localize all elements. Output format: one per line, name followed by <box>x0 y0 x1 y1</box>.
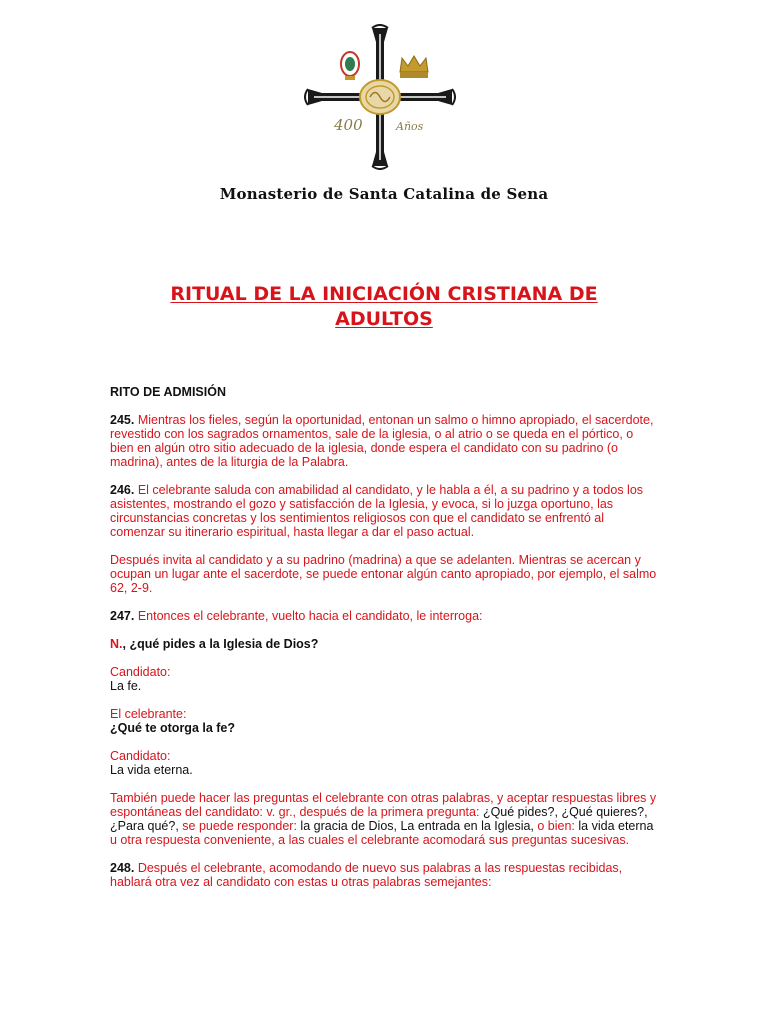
response-text: La vida eterna. <box>110 763 193 777</box>
paragraph-text: Mientras los fieles, según la oportunidad, entonan un salmo o himno apropiado, el sacerdote, revestido con los sagrados ornamentos, sale de la iglesia, o al atrio o se queda en el pórtico, o bien en algún otro sitio adecuado de la iglesia, donde espera el candidato con su padrino (o madrina), antes de la liturgia de la Palabra. <box>110 413 654 469</box>
paragraph-number: 247. <box>110 609 135 623</box>
speaker-label: Candidato: <box>110 665 171 679</box>
paragraph-number: 246. <box>110 483 135 497</box>
dialogue-candidate-2 <box>110 749 660 777</box>
paragraph-245 <box>110 413 660 469</box>
paragraph-number: 248. <box>110 861 135 875</box>
example-text: la gracia de Dios, La entrada en la Iglesia, <box>300 819 534 833</box>
title-line-1: RITUAL DE LA INICIACIÓN CRISTIANA DE <box>170 283 598 305</box>
document-title <box>110 282 658 332</box>
question-text: , ¿qué pides a la Iglesia de Dios? <box>122 637 319 651</box>
rubric-text: se puede responder: <box>178 819 301 833</box>
paragraph-also <box>110 791 660 847</box>
monastery-name: Monasterio de Santa Catalina de Sena <box>219 185 549 203</box>
question-text: ¿Qué te otorga la fe? <box>110 721 236 735</box>
paragraph-248 <box>110 861 660 889</box>
rubric-text: También puede hacer las preguntas el celebrante con otras palabras, y aceptar respuestas libres y espontáneas del candidato: v. gr., después de la primera pregunta: <box>110 791 657 819</box>
paragraph-246 <box>110 483 660 539</box>
paragraph-number: 245. <box>110 413 135 427</box>
speaker-label: Candidato: <box>110 749 171 763</box>
section-heading: RITO DE ADMISIÓN <box>110 385 226 399</box>
dialogue-candidate-1 <box>110 665 660 693</box>
dialogue-celebrant <box>110 707 660 735</box>
question-1 <box>110 637 660 651</box>
paragraph-invite: Después invita al candidato y a su padrino (madrina) a que se adelanten. Mientras se acercan y ocupan un lugar ante el sacerdote, se puede entonar algún canto apropiado, por ejemplo, el salmo 62, 2-9. <box>110 553 657 595</box>
speaker-label: El celebrante: <box>110 707 187 721</box>
rubric-text: o bien: <box>533 819 579 833</box>
svg-text:Años: Años <box>396 120 424 133</box>
paragraph-text: Entonces el celebrante, vuelto hacia el candidato, le interroga: <box>137 609 483 623</box>
name-placeholder: N. <box>110 637 123 651</box>
cross-crest-icon <box>304 24 456 170</box>
paragraph-247 <box>110 609 660 623</box>
paragraph-text: Después el celebrante, acomodando de nuevo sus palabras a las respuestas recibidas, hablará otra vez al candidato con estas u otras palabras semejantes: <box>110 861 623 889</box>
paragraph-text: El celebrante saluda con amabilidad al candidato, y le habla a él, a su padrino y a todos los asistentes, mostrando el gozo y satisfacción de la Iglesia, y evoca, si lo juzga oportuno, las circunstancias concretas y los sentimientos religiosos con que el candidato se enfrentó al comenzar su itinerario espiritual, hasta llegar a dar el paso actual. <box>110 483 644 539</box>
example-text: la vida eterna <box>578 819 654 833</box>
title-line-2: ADULTOS <box>335 308 433 330</box>
response-text: La fe. <box>110 679 142 693</box>
rubric-text: u otra respuesta conveniente, a las cuales el celebrante acomodará sus preguntas sucesivas. <box>110 833 630 847</box>
document-body <box>110 385 660 903</box>
example-text: ¿Qué pides?, ¿Qué quieres?, ¿Para qué?, <box>110 805 648 833</box>
svg-text:400: 400 <box>334 116 363 134</box>
